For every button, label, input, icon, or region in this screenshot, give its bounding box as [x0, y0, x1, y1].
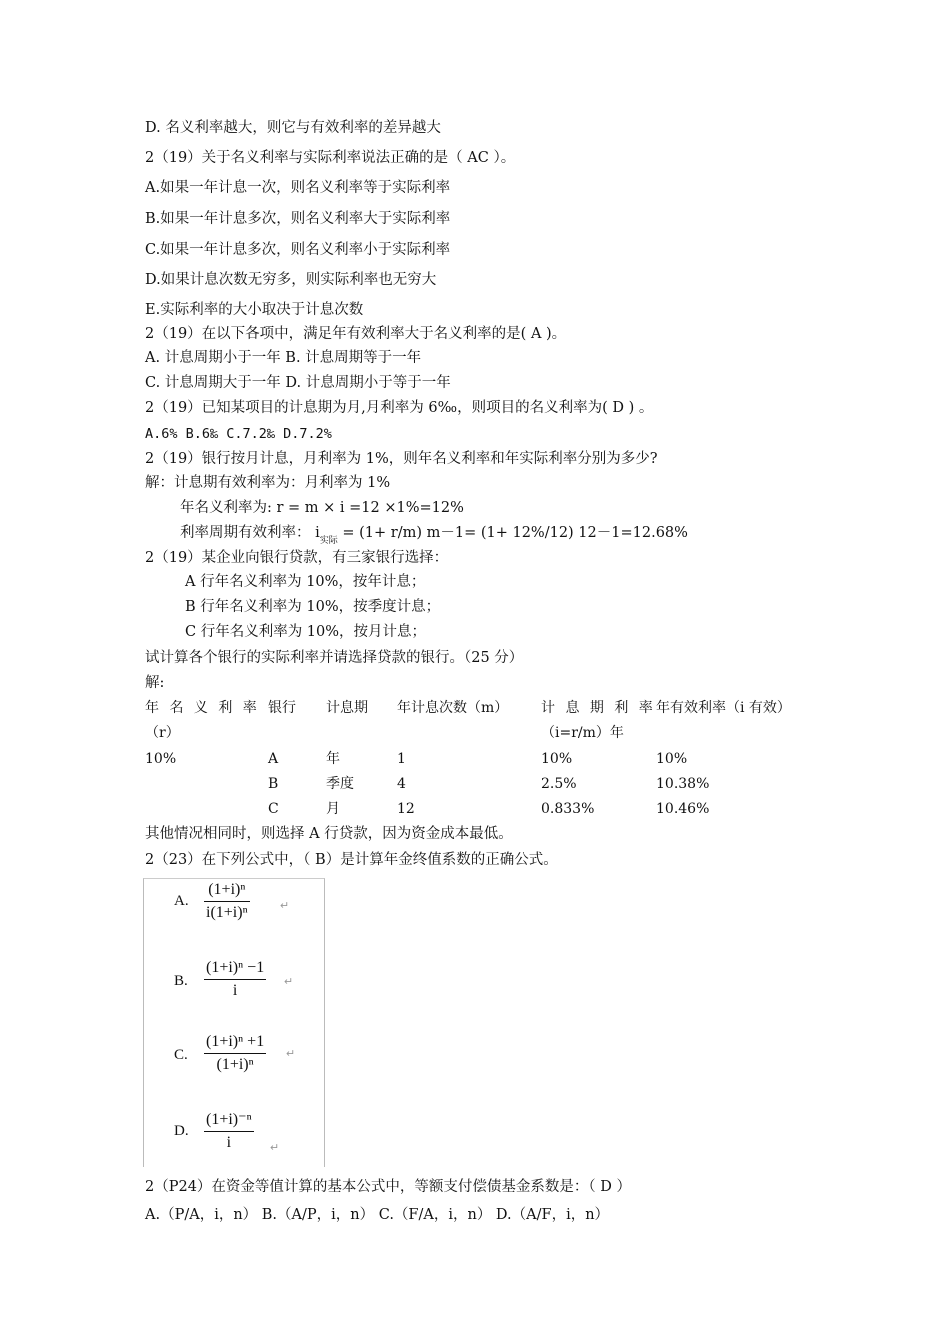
- table-header: 计 息 期 利 率: [541, 700, 656, 716]
- bank-line: C 行年名义利率为 10%，按月计息；: [185, 624, 427, 640]
- option-line: A. 计息周期小于一年 B. 计息周期等于一年: [145, 350, 422, 366]
- table-header: 计息期: [326, 700, 368, 716]
- question-heading: 2（23）在下列公式中，（ B）是计算年金终值系数的正确公式。: [145, 852, 558, 868]
- table-cell: B: [268, 776, 279, 792]
- question-heading: 2（19）某企业向银行贷款，有三家银行选择：: [145, 550, 449, 566]
- option-line: A.（P/A，i，n） B.（A/P，i，n） C.（F/A，i，n） D.（A/F，i，n）: [145, 1207, 610, 1223]
- formula-option-b: [144, 957, 324, 1027]
- table-cell: 月: [326, 801, 340, 817]
- table-cell: 0.833%: [541, 801, 595, 817]
- table-header: 年有效利率（i 有效）: [656, 700, 791, 716]
- fraction: [204, 881, 250, 922]
- fraction: [204, 959, 266, 1000]
- solution-line: 解：计息期有效利率为：月利率为 1%: [145, 475, 391, 491]
- table-header: 年计息次数（m）: [397, 700, 509, 716]
- table-header: （r）: [145, 725, 180, 741]
- subscript: 实际: [319, 536, 338, 546]
- option-line: A.6% B.6‰ C.7.2‰ D.7.2%: [145, 426, 332, 442]
- option-line: B.如果一年计息多次，则名义利率大于实际利率: [145, 211, 451, 227]
- table-cell: 10.46%: [656, 801, 710, 817]
- numerator: (1+i)⁻ⁿ: [206, 1111, 252, 1128]
- question-heading: 2（P24）在资金等值计算的基本公式中，等额支付偿债基金系数是：（ D ）: [145, 1179, 632, 1195]
- text-line: D. 名义利率越大，则它与有效利率的差异越大: [145, 120, 441, 136]
- bank-line: B 行年名义利率为 10%，按季度计息；: [185, 599, 441, 615]
- fraction-bar: [204, 901, 250, 902]
- fraction: [204, 1033, 266, 1074]
- table-cell: 年: [326, 751, 340, 767]
- question-heading: 2（19）关于名义利率与实际利率说法正确的是（ AC ）。: [145, 150, 516, 166]
- table-cell: 4: [397, 776, 406, 792]
- return-mark-icon: ↵: [286, 1048, 296, 1060]
- table-header: 年 名 义 利 率: [145, 700, 260, 716]
- option-line: A.如果一年计息一次，则名义利率等于实际利率: [145, 180, 451, 196]
- option-line: E.实际利率的大小取决于计息次数: [145, 302, 364, 318]
- option-letter: D.: [174, 1123, 189, 1139]
- table-header: 银行: [268, 700, 296, 716]
- bank-line: A 行年名义利率为 10%，按年计息；: [185, 574, 426, 590]
- option-line: D.如果计息次数无穷多，则实际利率也无穷大: [145, 272, 437, 288]
- option-line: C. 计息周期大于一年 D. 计息周期小于等于一年: [145, 375, 451, 391]
- fraction-bar: [204, 1053, 266, 1054]
- option-letter: A.: [174, 893, 189, 909]
- question-heading: 2（19）在以下各项中，满足年有效利率大于名义利率的是( A )。: [145, 326, 567, 342]
- option-letter: B.: [174, 973, 188, 989]
- table-cell: C: [268, 801, 279, 817]
- table-cell: 2.5%: [541, 776, 577, 792]
- table-header: （i=r/m）年: [541, 725, 624, 741]
- fraction-bar: [204, 979, 266, 980]
- numerator: (1+i)ⁿ: [208, 881, 246, 898]
- denominator: i: [226, 1134, 232, 1151]
- solution-line: 年名义利率为: r = m × i =12 ×1%=12%: [180, 500, 464, 516]
- denominator: i(1+i)ⁿ: [206, 904, 248, 921]
- option-letter: C.: [174, 1047, 188, 1063]
- return-mark-icon: ↵: [280, 900, 290, 912]
- numerator: (1+i)ⁿ +1: [206, 1033, 265, 1050]
- table-cell: 10%: [541, 751, 573, 767]
- conclusion-line: 其他情况相同时，则选择 A 行贷款，因为资金成本最低。: [145, 826, 513, 842]
- solution-line: [180, 523, 688, 545]
- instruction-line: 试计算各个银行的实际利率并请选择贷款的银行。（25 分）: [145, 650, 524, 666]
- formula-prefix: 利率周期有效利率： i: [180, 525, 320, 541]
- formula-option-d: [144, 1107, 324, 1167]
- table-cell: A: [268, 751, 279, 767]
- denominator: (1+i)ⁿ: [216, 1056, 254, 1073]
- table-cell: 1: [397, 751, 406, 767]
- question-heading: 2（19）已知某项目的计息期为月,月利率为 6‰，则项目的名义利率为( D ) 。: [145, 400, 654, 416]
- table-cell: 10%: [656, 751, 688, 767]
- solution-label: 解:: [145, 675, 165, 691]
- table-cell: 12: [397, 801, 415, 817]
- table-cell: 10.38%: [656, 776, 710, 792]
- numerator: (1+i)ⁿ −1: [206, 959, 265, 976]
- question-heading: 2（19）银行按月计息，月利率为 1%，则年名义利率和年实际利率分别为多少?: [145, 451, 658, 467]
- formula-option-a: [144, 879, 324, 949]
- formula-option-c: [144, 1031, 324, 1101]
- formula-body: = (1+ r/m) m－1= (1+ 12%/12) 12－1=12.68%: [337, 525, 688, 541]
- option-line: C.如果一年计息多次，则名义利率小于实际利率: [145, 242, 451, 258]
- table-cell: 10%: [145, 751, 177, 767]
- formula-options-box: [143, 878, 325, 1167]
- fraction: [204, 1109, 254, 1152]
- fraction-bar: [204, 1131, 254, 1132]
- denominator: i: [232, 982, 238, 999]
- return-mark-icon: ↵: [270, 1142, 280, 1154]
- return-mark-icon: ↵: [284, 976, 294, 988]
- table-cell: 季度: [326, 776, 354, 792]
